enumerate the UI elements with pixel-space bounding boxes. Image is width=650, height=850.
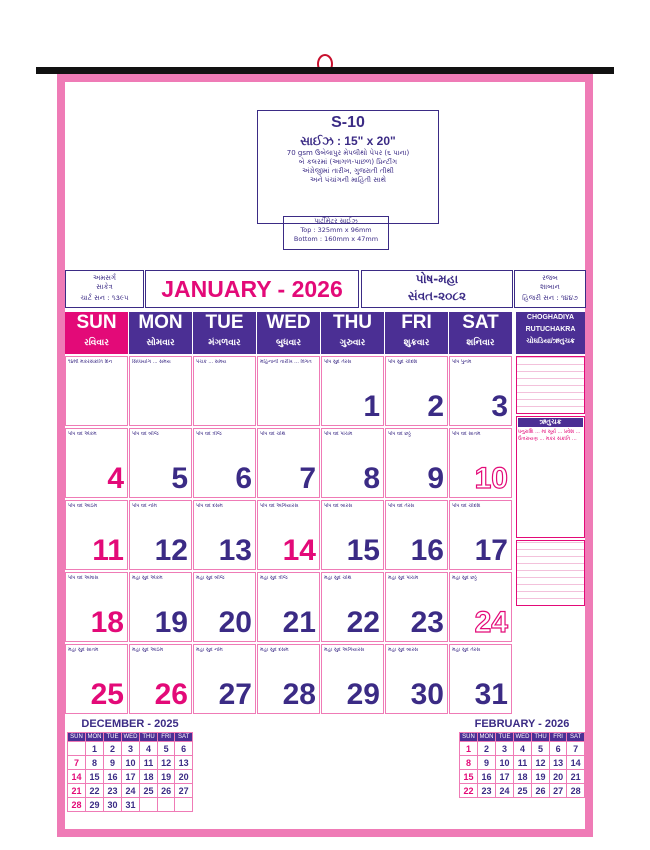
- day-header-en: SUN: [76, 312, 117, 333]
- date-number: 6: [235, 462, 252, 495]
- date-cell: [321, 428, 384, 498]
- mini-date: 22: [85, 784, 103, 798]
- mini-date: 3: [121, 742, 139, 756]
- date-number: 29: [346, 678, 380, 711]
- rutuchakra-title: ઋતુચક્ર: [518, 418, 583, 427]
- date-cell: [257, 356, 320, 426]
- mini-date: 21: [567, 770, 585, 784]
- left-era-line: અમસર્ગ: [92, 274, 117, 282]
- mini-date: [157, 798, 174, 812]
- date-cell: [257, 572, 320, 642]
- day-header-mon: [129, 312, 192, 354]
- date-cell: [321, 572, 384, 642]
- date-cell: [385, 500, 448, 570]
- day-header-en: SAT: [462, 312, 499, 333]
- mini-day-header: MON: [85, 733, 103, 742]
- mini-date: 14: [567, 756, 585, 770]
- date-number: 1: [363, 390, 380, 423]
- tithi-text: મહા સુદ એકમ: [132, 575, 163, 581]
- mini-date: 4: [513, 742, 531, 756]
- date-number: 13: [218, 534, 252, 567]
- day-header-en: FRI: [401, 312, 432, 333]
- tithi-text: મહા સુદ બારસ: [388, 647, 419, 653]
- mini-day-header: SAT: [175, 733, 193, 742]
- mini-calendar-february: [457, 718, 587, 826]
- date-cell: [193, 644, 256, 714]
- day-header-gu: શુક્રવાર: [403, 338, 430, 348]
- tithi-text: મહા સુદ બીજ: [196, 575, 225, 581]
- left-era-box: [65, 270, 144, 308]
- date-number: 20: [218, 606, 252, 639]
- tithi-text: પોષ સુદ તેરસ: [324, 359, 352, 365]
- date-cell: [385, 644, 448, 714]
- date-number: 2: [427, 390, 444, 423]
- mini-date: 6: [175, 742, 193, 756]
- tithi-text: પોષ વદ અમાસ: [68, 575, 99, 581]
- mini-date: 9: [104, 756, 122, 770]
- date-cell: [129, 572, 192, 642]
- tithi-text: પોષ વદ નોમ: [132, 503, 157, 509]
- mini-date: 25: [140, 784, 158, 798]
- mini-date: 11: [513, 756, 531, 770]
- mini-day-header: FRI: [549, 733, 566, 742]
- day-header-gu: શનિવાર: [466, 338, 495, 348]
- date-cell: [193, 500, 256, 570]
- mini-day-header: SUN: [460, 733, 478, 742]
- day-header-gu: બુધવાર: [275, 338, 302, 348]
- tithi-text: મહા સુદ દસમ: [260, 647, 289, 653]
- date-cell: [449, 644, 512, 714]
- tithi-text: પોષ સુદ ચૌદશ: [388, 359, 418, 365]
- mini-date: 26: [532, 784, 550, 798]
- day-header-sun: [65, 312, 128, 354]
- mini-date: 10: [496, 756, 514, 770]
- date-cell: [321, 500, 384, 570]
- mini-date: 18: [140, 770, 158, 784]
- mini-date: 1: [460, 742, 478, 756]
- mini-date: 27: [175, 784, 193, 798]
- tithi-text: પોષ વદ અગિયારસ: [260, 503, 299, 509]
- date-number: 11: [92, 534, 124, 567]
- date-number: 24: [474, 606, 508, 639]
- mini-day-header: FRI: [157, 733, 174, 742]
- calendar-frame: [57, 74, 593, 837]
- mini-day-header: WED: [513, 733, 531, 742]
- mini-date: 28: [567, 784, 585, 798]
- spec-line: 70 gsm ઉબેલાપુર મેપલીથો પેપર (૬ પાના): [286, 149, 410, 157]
- month-grid: [65, 312, 513, 714]
- tithi-text: પોષ પુનમ: [452, 359, 472, 365]
- rutuchakra-text: ધનુરાશિ ... માં સૂર્ય ... પ્રવેશ ... ઉત્તરાયણ ... મકર સંક્રાંતિ ...: [518, 429, 581, 442]
- mini-date: 17: [496, 770, 514, 784]
- date-number: 26: [154, 678, 188, 711]
- date-number: 19: [154, 606, 188, 639]
- pad-size-top: Top : 325mm x 96mm: [300, 226, 372, 234]
- mini-date: 17: [121, 770, 139, 784]
- date-number: 16: [410, 534, 444, 567]
- date-cell: [65, 428, 128, 498]
- gujarati-month: પોષ-મહા: [415, 272, 459, 286]
- left-era-line: ચાર્ટ સન : ૧૩૯૫: [80, 294, 129, 302]
- mini-date: 15: [460, 770, 478, 784]
- model-number: S-10: [331, 114, 365, 131]
- mini-calendar-title: DECEMBER - 2025: [81, 718, 179, 730]
- tithi-text: પોષ વદ ત્રીજ: [196, 431, 222, 437]
- mini-day-header: WED: [121, 733, 139, 742]
- mini-date: 28: [68, 798, 86, 812]
- tithi-text: મહા સુદ છઠ્ઠ: [452, 575, 477, 581]
- mini-date: 13: [549, 756, 566, 770]
- mini-date: 22: [460, 784, 478, 798]
- day-header-en: WED: [266, 312, 311, 333]
- date-number: 25: [90, 678, 124, 711]
- tithi-text: પોષ વદ આઠમ: [68, 503, 98, 509]
- tithi-text: મહા સુદ આઠમ: [132, 647, 164, 653]
- mini-date: 24: [121, 784, 139, 798]
- date-number: 22: [346, 606, 380, 639]
- date-number: 3: [491, 390, 508, 423]
- day-header-en: TUE: [205, 312, 244, 333]
- day-header-gu: સોમવાર: [146, 338, 175, 348]
- day-header-sat: [449, 312, 512, 354]
- date-number: 14: [282, 534, 316, 567]
- mini-date: 16: [104, 770, 122, 784]
- mini-date: 18: [513, 770, 531, 784]
- day-header-fri: [385, 312, 448, 354]
- mini-date: 20: [175, 770, 193, 784]
- choghadiya-header: [516, 312, 585, 354]
- mini-date: 14: [68, 770, 86, 784]
- day-header-en: MON: [138, 312, 183, 333]
- mini-day-header: THU: [532, 733, 550, 742]
- side-panel: [516, 312, 585, 714]
- mini-date: 16: [477, 770, 495, 784]
- right-era-line: હિજરી સન : ૧૪૪૭: [522, 294, 578, 302]
- tithi-text: પંચક ... સમય: [196, 359, 227, 365]
- date-cell: [385, 428, 448, 498]
- mini-date: 19: [532, 770, 550, 784]
- mini-date: 10: [121, 756, 139, 770]
- mini-date: 7: [68, 756, 86, 770]
- mini-date: 24: [496, 784, 514, 798]
- date-number: 4: [107, 462, 124, 495]
- mini-date: [140, 798, 158, 812]
- mini-day-header: SAT: [567, 733, 585, 742]
- date-number: 8: [363, 462, 380, 495]
- samvat-year: સંવત-૨૦૮૨: [407, 289, 467, 303]
- date-number: 21: [282, 606, 316, 639]
- date-cell: [321, 356, 384, 426]
- mini-calendar-table: [67, 732, 193, 812]
- mini-date: 2: [477, 742, 495, 756]
- date-cell: [65, 644, 128, 714]
- pad-size-bottom: Bottom : 160mm x 47mm: [293, 235, 379, 243]
- mini-day-header: SUN: [68, 733, 86, 742]
- mini-date: 3: [496, 742, 514, 756]
- mini-date: 5: [157, 742, 174, 756]
- mini-date: 25: [513, 784, 531, 798]
- date-number: 15: [346, 534, 380, 567]
- date-cell: [129, 428, 192, 498]
- mini-date: 12: [532, 756, 550, 770]
- spec-line: અને પંચાંગની માહિતી સાથે: [309, 176, 387, 184]
- mini-calendar-table: [459, 732, 585, 798]
- mini-date: 19: [157, 770, 174, 784]
- day-header-gu: ગુરુવાર: [339, 338, 366, 348]
- mini-date: 26: [157, 784, 174, 798]
- date-number: 30: [410, 678, 444, 711]
- date-number: 28: [282, 678, 316, 711]
- size-text: સાઈઝ : 15" x 20": [300, 134, 396, 148]
- mini-date: 7: [567, 742, 585, 756]
- right-era-line: શાબાન: [540, 283, 560, 291]
- tithi-text: મહા સુદ ચોથ: [324, 575, 352, 581]
- rutuchakra-box: [516, 416, 585, 538]
- mini-date: 31: [121, 798, 139, 812]
- mini-day-header: THU: [140, 733, 158, 742]
- day-header-thu: [321, 312, 384, 354]
- mini-day-header: TUE: [496, 733, 514, 742]
- date-cell: [65, 572, 128, 642]
- mini-date: 30: [104, 798, 122, 812]
- title-bar: [65, 270, 585, 308]
- tithi-text: મહા સુદ ત્રીજ: [260, 575, 288, 581]
- mini-date: 27: [549, 784, 566, 798]
- mini-date: 8: [85, 756, 103, 770]
- tithi-text: પોષ વદ તેરસ: [388, 503, 415, 509]
- date-cell: [449, 428, 512, 498]
- mini-date: 11: [140, 756, 158, 770]
- spec-box: [257, 110, 439, 224]
- mini-date: [175, 798, 193, 812]
- day-header-wed: [257, 312, 320, 354]
- gujarati-month-box: [361, 270, 513, 308]
- tithi-text: પોષ વદ છઠ્ઠ: [388, 431, 411, 437]
- choghadiya-gujarati-label: ચોઘડિયા/ઋતુચક્ર: [526, 338, 575, 345]
- tithi-text: મહા સુદ તેરસ: [452, 647, 481, 653]
- day-header-gu: મંગળવાર: [208, 338, 241, 348]
- date-number: 17: [474, 534, 508, 567]
- date-cell: [129, 500, 192, 570]
- date-number: 5: [171, 462, 188, 495]
- date-cell: [449, 572, 512, 642]
- tithi-text: મહા સુદ સાતમ: [68, 647, 99, 653]
- mini-date: 13: [175, 756, 193, 770]
- tithi-text: સિધ્ધયોગ ... સમય: [132, 359, 171, 365]
- mini-date: 29: [85, 798, 103, 812]
- date-number: 27: [218, 678, 252, 711]
- mini-date: 5: [532, 742, 550, 756]
- night-choghadiya-table: [516, 540, 585, 606]
- date-number: 9: [427, 462, 444, 495]
- rutuchakra-label: RUTUCHAKRA: [525, 326, 576, 333]
- mini-date: 12: [157, 756, 174, 770]
- day-header-tue: [193, 312, 256, 354]
- spec-line: અંગ્રેજીમાં તારીખ, ગુજરાતી તીથી: [302, 167, 394, 175]
- mini-date: 4: [140, 742, 158, 756]
- date-cell: [65, 500, 128, 570]
- date-cell: [385, 356, 448, 426]
- mini-date: 23: [104, 784, 122, 798]
- mini-day-header: MON: [477, 733, 495, 742]
- tithi-text: પોષ વદ દસમ: [196, 503, 223, 509]
- mini-date: 8: [460, 756, 478, 770]
- mini-date: 1: [85, 742, 103, 756]
- tithi-text: પોષ વદ પાંચમ: [324, 431, 353, 437]
- date-cell: [257, 428, 320, 498]
- mini-date: 15: [85, 770, 103, 784]
- choghadiya-label: CHOGHADIYA: [526, 314, 575, 321]
- calendar-sheet: [65, 82, 585, 829]
- date-number: 31: [474, 678, 508, 711]
- pad-size-title: પાર્ટીમેટર સાઈઝ: [314, 217, 358, 225]
- date-number: 10: [474, 462, 508, 495]
- right-era-line: રજબ: [542, 274, 558, 282]
- mini-date: 6: [549, 742, 566, 756]
- date-cell: [193, 428, 256, 498]
- tithi-text: પોષ વદ ચોથ: [260, 431, 286, 437]
- mini-date: [68, 742, 86, 756]
- date-cell: [257, 644, 320, 714]
- mini-date: 20: [549, 770, 566, 784]
- pad-size-box: [283, 216, 389, 250]
- date-number: 12: [154, 534, 188, 567]
- spec-line: બે કલરમાં (આગળ-પાછળ) પ્રિન્ટીંગ: [298, 158, 398, 166]
- tithi-text: ૧૪મી મકરસંક્રાંતિ દિન: [68, 359, 113, 365]
- mini-date: 2: [104, 742, 122, 756]
- tithi-text: પોષ વદ એકમ: [68, 431, 97, 437]
- date-cell: [449, 500, 512, 570]
- date-number: 7: [299, 462, 316, 495]
- date-cell: [449, 356, 512, 426]
- date-number: 23: [410, 606, 444, 639]
- date-cell: [129, 644, 192, 714]
- day-choghadiya-table: [516, 356, 585, 414]
- tithi-text: મહા સુદ નોમ: [196, 647, 223, 653]
- hanging-rod: [36, 67, 614, 74]
- mini-date: 23: [477, 784, 495, 798]
- tithi-text: પોષ વદ સાતમ: [452, 431, 481, 437]
- date-cell: [193, 572, 256, 642]
- date-cell: [385, 572, 448, 642]
- right-era-box: [514, 270, 586, 308]
- mini-calendar-december: [65, 718, 195, 826]
- mini-date: 9: [477, 756, 495, 770]
- mini-date: 21: [68, 784, 86, 798]
- tithi-text: પોષ વદ ચૌદશ: [452, 503, 481, 509]
- day-header-gu: રવિવાર: [84, 338, 109, 348]
- tithi-text: મહા સુદ પાંચમ: [388, 575, 419, 581]
- mini-calendar-title: FEBRUARY - 2026: [474, 718, 570, 730]
- day-header-en: THU: [332, 312, 373, 333]
- month-title: JANUARY - 2026: [145, 270, 359, 308]
- date-cell: [257, 500, 320, 570]
- tithi-text: પોષ વદ બારસ: [324, 503, 353, 509]
- tithi-text: મહા સુદ અગિયારસ: [324, 647, 365, 653]
- date-number: 18: [90, 606, 124, 639]
- date-cell: [129, 356, 192, 426]
- tithi-text: પોષ વદ બીજ: [132, 431, 159, 437]
- date-cell: [65, 356, 128, 426]
- date-cell: [193, 356, 256, 426]
- left-era-line: સાકેત્ર: [96, 283, 113, 291]
- tithi-text: મહિનાની તારીખ ... વિગત: [260, 359, 312, 365]
- date-cell: [321, 644, 384, 714]
- mini-day-header: TUE: [104, 733, 122, 742]
